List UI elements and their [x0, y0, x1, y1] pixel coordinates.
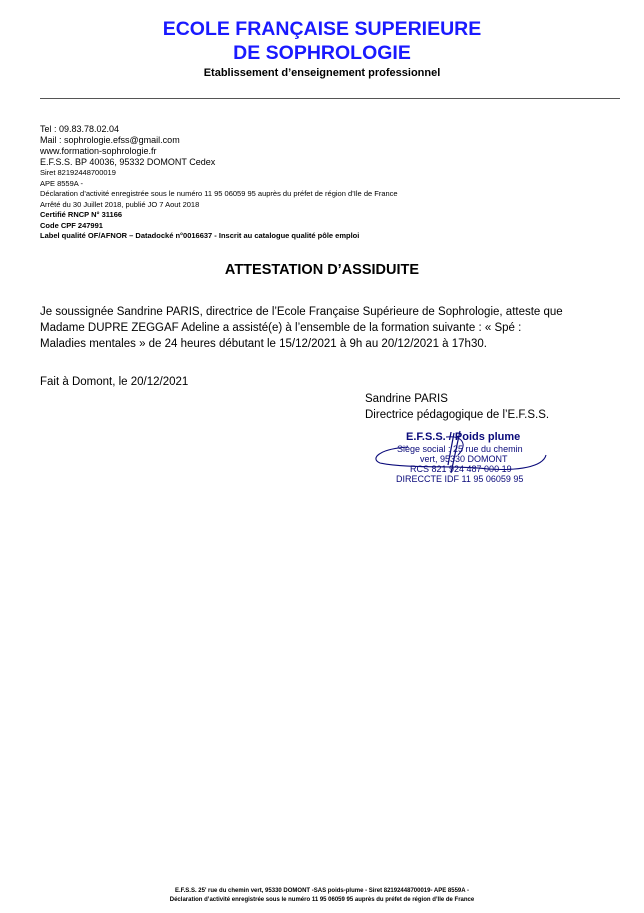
signature-block [365, 391, 549, 423]
footer-line-2: Déclaration d’activité enregistrée sous le numéro 11 95 06059 95 auprès du préfet de région d’Ile de France [169, 897, 475, 903]
document-title: ATTESTATION D’ASSIDUITE [224, 262, 420, 278]
contact-address: E.F.S.S. BP 40036, 95332 DOMONT Cedex [40, 157, 216, 167]
header-divider [40, 98, 620, 99]
contact-tel: Tel : 09.83.78.02.04 [40, 124, 120, 134]
stamp-line-4: RCS 821 924 487 000 19 [410, 464, 512, 474]
contact-ape: APE 8559A - [40, 178, 83, 188]
contact-mail: Mail : sophrologie.efss@gmail.com [40, 135, 180, 145]
signatory-role: Directrice pédagogique de l’E.F.S.S. [365, 409, 550, 421]
stamp-line-5: DIRECCTE IDF 11 95 06059 95 [396, 474, 524, 484]
contact-block [40, 124, 398, 242]
attestation-body [40, 304, 600, 352]
contact-website: www.formation-sophrologie.fr [40, 146, 157, 156]
body-line-3: Maladies mentales » de 24 heures débutant le 15/12/2021 à 9h au 20/12/2021 à 17h30. [40, 338, 487, 350]
body-line-2: Madame DUPRE ZEGGAF Adeline a assisté(e) à l’ensemble de la formation suivante : « Spé : [40, 322, 522, 334]
stamp-line-3: vert, 95330 DOMONT [420, 454, 508, 464]
signatory-name: Sandrine PARIS [365, 393, 448, 405]
school-name-line2: DE SOPHROLOGIE [233, 42, 411, 64]
contact-declaration: Déclaration d’activité enregistrée sous le numéro 11 95 06059 95 auprès du préfet de région d’Ile de France [40, 189, 398, 198]
contact-label: Label qualité OF/AFNOR – Datadocké n°0016637 - Inscrit au catalogue qualité pôle emploi [40, 231, 360, 240]
footer-line-1: E.F.S.S. 25' rue du chemin vert, 95330 DOMONT -SAS poids-plume - Siret 82192448700019- APE 8559A - [174, 888, 470, 894]
company-stamp [368, 425, 568, 495]
school-subtitle: Etablissement d’enseignement professionnel [203, 67, 441, 79]
contact-cpf: Code CPF 247991 [40, 220, 103, 230]
contact-arrete: Arrêté du 30 Juillet 2018, publié JO 7 Aout 2018 [40, 199, 200, 209]
contact-siret: Siret 82192448700019 [40, 168, 116, 177]
place-date: Fait à Domont, le 20/12/2021 [40, 376, 189, 388]
school-name-line1: ECOLE FRANÇAISE SUPERIEURE [162, 18, 482, 40]
stamp-line-1: E.F.S.S. / Poids plume [406, 431, 521, 443]
contact-rncp: Certifié RNCP N° 31166 [40, 210, 123, 219]
page-footer [0, 887, 644, 905]
stamp-line-2: Siège social : 25 rue du chemin [397, 444, 523, 454]
body-line-1: Je soussignée Sandrine PARIS, directrice de l’Ecole Française Supérieure de Sophrologie, atteste que [40, 306, 563, 318]
